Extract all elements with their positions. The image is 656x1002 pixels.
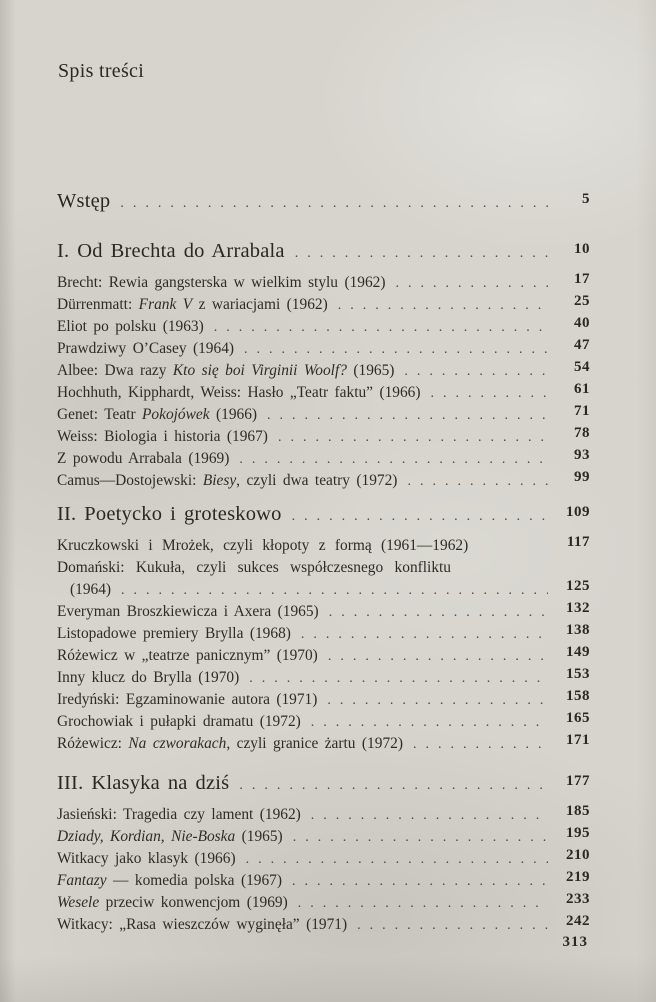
entry-title: Witkacy: „Rasa wieszczów wyginęła” (1971) bbox=[57, 916, 348, 933]
dot-leader bbox=[404, 360, 548, 383]
entry-page-number: 132 bbox=[566, 600, 590, 616]
toc-entry-row bbox=[57, 667, 590, 689]
dot-leader bbox=[239, 448, 548, 471]
dot-leader bbox=[293, 826, 548, 849]
dot-leader bbox=[295, 239, 548, 268]
entry-page-number: 153 bbox=[566, 666, 590, 682]
entry-title: Domański: Kukuła, czyli sukces współczesnego konfliktu bbox=[57, 559, 451, 576]
section-heading-text: I. Od Brechta do Arrabala bbox=[57, 240, 285, 262]
toc-entry-row bbox=[57, 360, 590, 382]
toc-entry-row bbox=[57, 470, 590, 492]
entry-page-number: 242 bbox=[566, 913, 590, 929]
entry-page-number: 185 bbox=[566, 803, 590, 819]
toc-entries bbox=[57, 535, 590, 755]
entry-page-number: 54 bbox=[574, 359, 590, 375]
entry-title: Listopadowe premiery Brylla (1968) bbox=[57, 625, 291, 642]
dot-leader bbox=[328, 645, 548, 668]
dot-leader bbox=[338, 294, 548, 317]
toc-entry-row bbox=[57, 733, 590, 755]
entry-page-number: 109 bbox=[566, 504, 590, 520]
toc-heading-row bbox=[57, 187, 590, 215]
entry-title: Genet: Teatr Pokojówek (1966) bbox=[57, 406, 258, 423]
dot-leader bbox=[278, 426, 548, 449]
entry-page-number: 5 bbox=[582, 191, 590, 207]
toc-heading-row bbox=[57, 500, 590, 528]
toc-section bbox=[57, 769, 590, 936]
entry-page-number: 78 bbox=[574, 425, 590, 441]
entry-title: Everyman Broszkiewicza i Axera (1965) bbox=[57, 603, 319, 620]
entry-page-number: 40 bbox=[574, 315, 590, 331]
toc-section bbox=[57, 237, 590, 492]
entry-title: Witkacy jako klasyk (1966) bbox=[57, 850, 236, 867]
dot-leader bbox=[239, 771, 548, 800]
entry-page-number: 25 bbox=[574, 293, 590, 309]
entry-title: Jasieński: Tragedia czy lament (1962) bbox=[57, 806, 301, 823]
toc-entries bbox=[57, 272, 590, 492]
entry-page-number: 195 bbox=[566, 825, 590, 841]
entry-title: Weiss: Biologia i historia (1967) bbox=[57, 428, 268, 445]
entry-page-number: 233 bbox=[566, 891, 590, 907]
entry-title: Różewicz: Na czworakach, czyli granice żartu (1972) bbox=[57, 735, 403, 752]
section-heading-text: Wstęp bbox=[57, 190, 111, 212]
toc-entry-row bbox=[57, 870, 590, 892]
entry-title: Dziady, Kordian, Nie-Boska (1965) bbox=[57, 828, 283, 845]
toc-section bbox=[57, 187, 590, 215]
toc-entry-row bbox=[57, 557, 590, 579]
toc-entries bbox=[57, 804, 590, 936]
dot-leader bbox=[120, 189, 548, 218]
toc-entry-row bbox=[57, 623, 590, 645]
entry-title: Inny klucz do Brylla (1970) bbox=[57, 669, 240, 686]
entry-page-number: 210 bbox=[566, 847, 590, 863]
toc bbox=[57, 187, 590, 936]
entry-page-number: 117 bbox=[566, 534, 590, 550]
dot-leader bbox=[329, 601, 548, 624]
dot-leader bbox=[430, 382, 548, 405]
toc-entry-row bbox=[57, 601, 590, 623]
entry-page-number: 61 bbox=[574, 381, 590, 397]
toc-entry-row bbox=[57, 404, 590, 426]
entry-title: (1964) bbox=[70, 581, 112, 598]
toc-entry-row bbox=[57, 579, 590, 601]
dot-leader bbox=[121, 579, 548, 602]
entry-title: Wesele przeciw konwencjom (1969) bbox=[57, 894, 288, 911]
entry-page-number: 149 bbox=[566, 644, 590, 660]
entry-title: Prawdziwy O’Casey (1964) bbox=[57, 340, 235, 357]
entry-page-number: 71 bbox=[574, 403, 590, 419]
entry-page-number: 138 bbox=[566, 622, 590, 638]
entry-page-number: 93 bbox=[574, 447, 590, 463]
entry-title: Fantazy — komedia polska (1967) bbox=[57, 872, 282, 889]
entry-title: Camus—Dostojewski: Biesy, czyli dwa teatry (1972) bbox=[57, 472, 398, 489]
entry-title: Z powodu Arrabala (1969) bbox=[57, 450, 230, 467]
dot-leader bbox=[357, 914, 548, 937]
toc-entry-row bbox=[57, 448, 590, 470]
toc-entry-row bbox=[57, 338, 590, 360]
dot-leader bbox=[298, 892, 548, 915]
entry-page-number: 171 bbox=[566, 732, 590, 748]
dot-leader bbox=[311, 804, 548, 827]
dot-leader bbox=[413, 733, 548, 756]
dot-leader bbox=[292, 870, 548, 893]
toc-entry-row bbox=[57, 892, 590, 914]
entry-title: Dürrenmatt: Frank V z wariacjami (1962) bbox=[57, 296, 328, 313]
entry-page-number: 177 bbox=[566, 773, 590, 789]
entry-title: Albee: Dwa razy Kto się boi Virginii Woolf? (1965) bbox=[57, 362, 395, 379]
dot-leader bbox=[407, 470, 548, 493]
entry-title: Iredyński: Egzaminowanie autora (1971) bbox=[57, 691, 318, 708]
entry-page-number: 165 bbox=[566, 710, 590, 726]
dot-leader bbox=[311, 711, 548, 734]
footer-page-number: 313 bbox=[562, 934, 588, 950]
section-heading-text: II. Poetycko i groteskowo bbox=[57, 503, 282, 525]
toc-entry-row bbox=[57, 804, 590, 826]
toc-entry-row bbox=[57, 848, 590, 870]
toc-heading-row bbox=[57, 237, 590, 265]
toc-entry-row bbox=[57, 426, 590, 448]
section-heading-text: III. Klasyka na dziś bbox=[57, 772, 230, 794]
toc-entry-row bbox=[57, 535, 590, 557]
entry-title: Kruczkowski i Mrożek, czyli kłopoty z formą (1961—1962) bbox=[57, 537, 469, 554]
entry-page-number: 17 bbox=[574, 271, 590, 287]
dot-leader bbox=[249, 667, 548, 690]
dot-leader bbox=[327, 689, 548, 712]
toc-entry-row bbox=[57, 689, 590, 711]
toc-entry-row bbox=[57, 914, 590, 936]
toc-entry-row bbox=[57, 382, 590, 404]
entry-title: Różewicz w „teatrze panicznym” (1970) bbox=[57, 647, 318, 664]
toc-entry-row bbox=[57, 645, 590, 667]
toc-heading-row bbox=[57, 769, 590, 797]
toc-entry-row bbox=[57, 316, 590, 338]
entry-page-number: 219 bbox=[566, 869, 590, 885]
toc-section bbox=[57, 500, 590, 755]
page-title: Spis treści bbox=[58, 60, 145, 82]
toc-entry-row bbox=[57, 294, 590, 316]
toc-entry-row bbox=[57, 826, 590, 848]
dot-leader bbox=[292, 502, 548, 531]
page-content bbox=[57, 0, 590, 936]
dot-leader bbox=[244, 338, 548, 361]
entry-page-number: 99 bbox=[574, 469, 590, 485]
dot-leader bbox=[395, 272, 548, 295]
dot-leader bbox=[301, 623, 548, 646]
entry-page-number: 158 bbox=[566, 688, 590, 704]
dot-leader bbox=[214, 316, 548, 339]
entry-title: Eliot po polsku (1963) bbox=[57, 318, 204, 335]
entry-title: Brecht: Rewia gangsterska w wielkim stylu (1962) bbox=[57, 274, 386, 291]
entry-title: Hochhuth, Kipphardt, Weiss: Hasło „Teatr faktu” (1966) bbox=[57, 384, 421, 401]
entry-page-number: 10 bbox=[574, 241, 590, 257]
toc-entry-row bbox=[57, 711, 590, 733]
entry-page-number: 47 bbox=[574, 337, 590, 353]
entry-page-number: 125 bbox=[566, 578, 590, 594]
dot-leader bbox=[267, 404, 548, 427]
entry-title: Grochowiak i pułapki dramatu (1972) bbox=[57, 713, 301, 730]
dot-leader bbox=[246, 848, 548, 871]
toc-entry-row bbox=[57, 272, 590, 294]
